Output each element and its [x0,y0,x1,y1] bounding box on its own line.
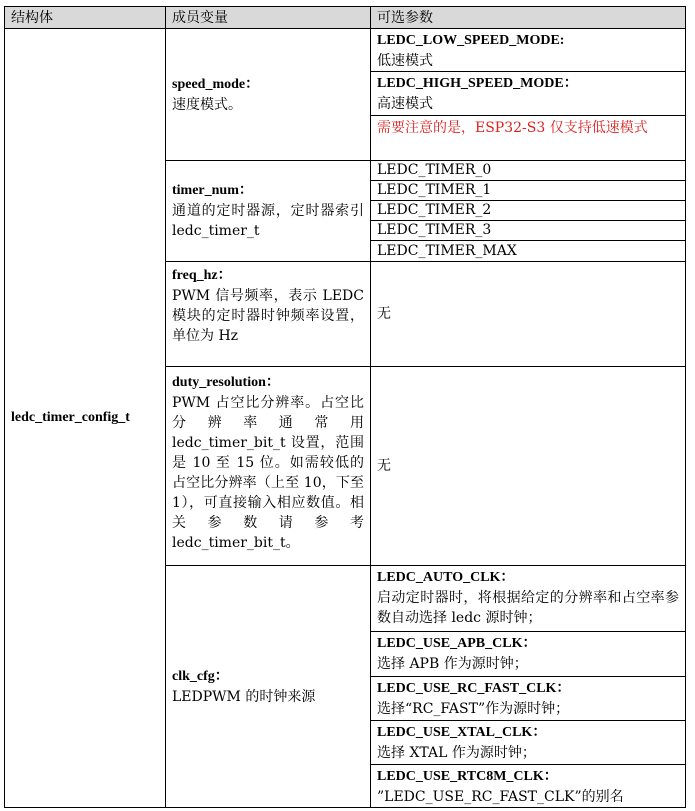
member-name: timer_num： [172,183,253,198]
option-rc-fast-clk [370,676,686,721]
member-timer-num [165,160,371,262]
header-member: 成员变量 [165,6,371,29]
option-auto-clk [370,565,686,632]
option-desc: 启动定时器时，将根据给定的分辨率和占空率参数自动选择 ledc 源时钟； [377,590,679,626]
option-timer-2: LEDC_TIMER_2 [370,200,686,221]
option-rtc8m-clk [370,764,686,808]
option-xtal-clk [370,720,686,765]
member-freq-hz [165,261,371,367]
option-timer-1: LEDC_TIMER_1 [370,180,686,201]
member-duty-resolution [165,366,371,566]
option-timer-0: LEDC_TIMER_0 [370,160,686,181]
option-desc: 选择 APB 作为源时钟； [377,656,528,672]
header-struct: 结构体 [4,6,166,29]
option-timer-max: LEDC_TIMER_MAX [370,240,686,262]
member-clk-cfg [165,565,371,808]
member-desc: PWM 信号频率，表示 LEDC 模块的定时器时钟频率设置，单位为 Hz [172,288,364,344]
member-desc: 通道的定时器源，定时器索引 ledc_timer_t [172,203,364,239]
option-desc: 高速模式 [377,96,433,112]
option-duty-resolution [370,366,686,566]
option-title: LEDC_USE_APB_CLK： [377,636,537,651]
member-name: speed_mode： [172,76,260,92]
member-desc: PWM 占空比分辨率。占空比分辨率通常用 ledc_timer_bit_t 设置，范围是 10 至 15 位。如需较低的占空比分辨率（上至 10，下至 1），可直接输入相应数值。相关参数请参考 ledc_timer_bit_t。 [172,395,364,551]
option-speed-note [370,115,686,161]
option-title: LEDC_AUTO_CLK： [377,570,515,585]
option-timer-3: LEDC_TIMER_3 [370,220,686,241]
option-desc: 选择 XTAL 作为源时钟； [377,745,536,761]
option-title: LEDC_LOW_SPEED_MODE: [377,33,565,48]
option-title: LEDC_USE_RTC8M_CLK： [377,769,558,784]
struct-name: ledc_timer_config_t [11,410,130,425]
header-options: 可选参数 [370,6,686,29]
speed-mode-note: 需要注意的是，ESP32-S3 仅支持低速模式 [377,120,648,136]
option-none: 无 [377,458,391,474]
option-title: LEDC_HIGH_SPEED_MODE： [377,76,578,91]
member-desc: LEDPWM 的时钟来源 [172,688,316,705]
member-speed-mode [165,28,371,161]
option-title: LEDC_USE_XTAL_CLK： [377,725,547,740]
option-freq-hz [370,261,686,367]
option-desc: ”LEDC_USE_RC_FAST_CLK”的别名 [377,789,624,805]
option-title: LEDC_USE_RC_FAST_CLK： [377,681,571,696]
option-apb-clk [370,631,686,677]
ledc-timer-config-table [4,6,686,808]
option-desc: 选择“RC_FAST”作为源时钟； [377,701,570,717]
member-name: freq_hz： [172,268,232,283]
member-name: duty_resolution： [172,375,280,390]
member-desc: 速度模式。 [172,96,242,113]
option-none: 无 [377,306,391,322]
option-high-speed [370,71,686,116]
option-low-speed [370,28,686,72]
struct-name-cell [4,28,166,808]
member-name: clk_cfg： [172,668,229,684]
option-desc: 低速模式 [377,53,433,69]
